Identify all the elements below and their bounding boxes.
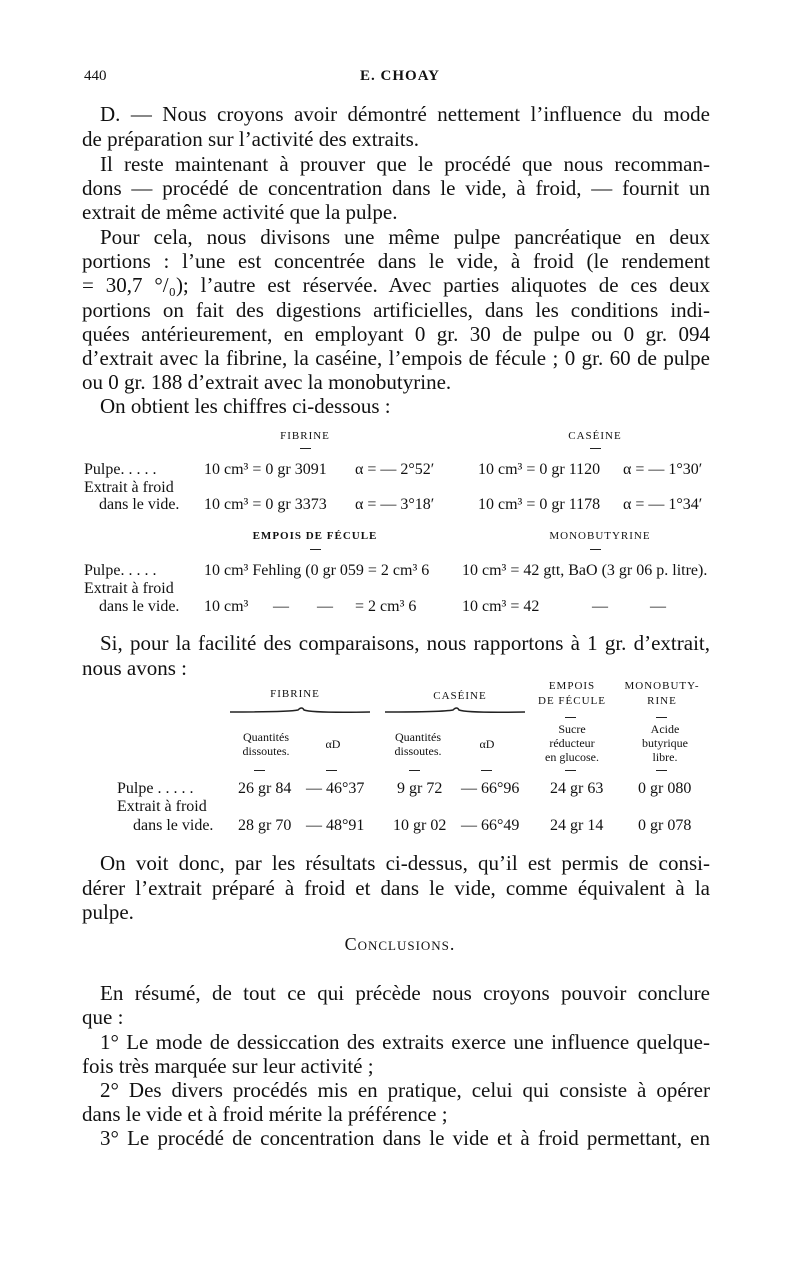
table1-cell: 10 cm³ — [204, 598, 249, 615]
table2-col-quantites: dissoutes. — [394, 744, 442, 758]
table2-col-quantites: dissoutes. — [242, 744, 290, 758]
table1-cell: α = — 2°52′ — [355, 461, 435, 478]
text-line: D. — Nous croyons avoir démontré nettement l’influence du mode — [100, 102, 710, 126]
table2-cell: 26 gr 84 — [238, 780, 292, 797]
text-line: quées antérieurement, en employant 0 gr. 30 de pulpe ou 0 gr. 094 — [82, 322, 710, 346]
table2-cell: 28 gr 70 — [238, 817, 292, 834]
table2-cell: 24 gr 14 — [550, 817, 604, 834]
text-line: 2° Des divers procédés mis en pratique, celui qui consiste à opérer — [100, 1078, 710, 1102]
table2-heading-fibrine: FIBRINE — [270, 688, 320, 700]
text-line: portions on fait des digestions artificielles, dans les conditions indi- — [82, 298, 710, 322]
divider — [656, 770, 667, 771]
divider — [409, 770, 420, 771]
text-line: ou 0 gr. 188 d’extrait avec la monobutyrine. — [82, 370, 452, 394]
text-line: 3° Le procédé de concentration dans le vide et à froid permettant, en — [100, 1126, 710, 1150]
table1-cell: 10 cm³ = 0 gr 1178 — [478, 496, 601, 513]
table2-col-alpha: αD — [325, 737, 341, 751]
table2-cell: 0 gr 080 — [638, 780, 692, 797]
table2-heading-mono: MONOBUTY- — [624, 680, 700, 692]
table2-col-acide: butyrique — [642, 736, 688, 750]
table2-col-quantites: Quantités — [395, 730, 441, 744]
table2-label-extrait: Extrait à froid — [117, 798, 207, 815]
table1-cell: 10 cm³ = 42 gtt, BaO (3 gr 06 p. litre). — [462, 562, 708, 579]
brace-fibrine — [230, 708, 370, 712]
text-line: pulpe. — [82, 900, 134, 924]
table2-heading-caseine: CASÉINE — [433, 690, 487, 702]
table1-cell: 10 cm³ = 0 gr 1120 — [478, 461, 601, 478]
text-line: 1° Le mode de dessiccation des extraits exerce une influence quelque- — [100, 1030, 710, 1054]
brace-caseine — [385, 708, 525, 712]
divider — [590, 448, 601, 449]
text-line: portions : l’une est concentrée dans le vide, à froid (le rendement — [82, 249, 710, 273]
table2-col-sucre: en glucose. — [545, 750, 599, 764]
text-line: d’extrait avec la fibrine, la caséine, l’empois de fécule ; 0 gr. 60 de pulpe — [82, 346, 710, 370]
table2-cell: 10 gr 02 — [393, 817, 447, 834]
table1-label-extrait: dans le vide. — [99, 496, 180, 513]
table1-cell: — — [273, 598, 289, 615]
table1-label-extrait: Extrait à froid — [84, 479, 174, 496]
table1-cell: — — [317, 598, 333, 615]
text-line: extrait de même activité que la pulpe. — [82, 200, 398, 224]
text-line: de préparation sur l’activité des extraits. — [82, 127, 420, 151]
table1-cell: α = — 3°18′ — [355, 496, 435, 513]
table2-heading-empois: EMPOIS — [548, 680, 596, 692]
table1-heading-fibrine: FIBRINE — [280, 430, 330, 442]
table2-col-sucre: réducteur — [549, 736, 595, 750]
table1-cell: α = — 1°34′ — [623, 496, 703, 513]
table2-cell: 24 gr 63 — [550, 780, 604, 797]
table1-cell: 10 cm³ Fehling (0 gr 059 = 2 cm³ 6 — [204, 562, 430, 579]
page-number: 440 — [84, 68, 107, 84]
table1-heading-monobutyrine: MONOBUTYRINE — [549, 530, 651, 542]
table2-col-acide: Acide — [650, 722, 680, 736]
text-line: que : — [82, 1005, 124, 1029]
table2-cell: 9 gr 72 — [397, 780, 443, 797]
text-line: Si, pour la facilité des comparaisons, nous rapportons à 1 gr. d’extrait, — [100, 631, 710, 655]
table2-cell: — 48°91 — [306, 817, 365, 834]
running-title: E. CHOAY — [360, 68, 440, 84]
divider — [310, 549, 321, 550]
divider — [565, 717, 576, 718]
divider — [254, 770, 265, 771]
text-line: Il reste maintenant à prouver que le procédé que nous recomman- — [100, 152, 710, 176]
table1-cell: 10 cm³ = 0 gr 3091 — [204, 461, 327, 478]
table2-col-acide: libre. — [652, 750, 678, 764]
text-line: Pour cela, nous divisons une même pulpe pancréatique en deux — [100, 225, 710, 249]
text-line: En résumé, de tout ce qui précède nous croyons pouvoir conclure — [100, 981, 710, 1005]
table2-cell: — 46°37 — [306, 780, 365, 797]
table2-label-extrait: dans le vide. — [133, 817, 214, 834]
text-line: On voit donc, par les résultats ci-dessus, qu’il est permis de consi- — [100, 851, 710, 875]
text-line: On obtient les chiffres ci-dessous : — [100, 394, 391, 418]
text-line: fois très marquée sur leur activité ; — [82, 1054, 374, 1078]
table1-cell: — — [650, 598, 666, 615]
text-line: = 30,7 °/₀); l’autre est réservée. Avec parties aliquotes de ces deux — [82, 273, 710, 297]
table1-cell: α = — 1°30′ — [623, 461, 703, 478]
table1-label-extrait: dans le vide. — [99, 598, 180, 615]
divider — [565, 770, 576, 771]
table2-col-quantites: Quantités — [243, 730, 289, 744]
divider — [590, 549, 601, 550]
brace-lines — [228, 700, 528, 720]
table1-heading-caseine: CASÉINE — [568, 430, 622, 442]
table2-heading-mono: RINE — [647, 695, 677, 707]
table1-cell: = 2 cm³ 6 — [355, 598, 417, 615]
divider — [656, 717, 667, 718]
text-line: dons — procédé de concentration dans le vide, à froid, — fournit un — [82, 176, 710, 200]
divider — [326, 770, 337, 771]
divider — [300, 448, 311, 449]
table1-label-pulpe: Pulpe. . . . . — [84, 562, 157, 579]
table1-cell: 10 cm³ = 42 — [462, 598, 540, 615]
section-heading-conclusions: Conclusions. — [344, 934, 456, 954]
text-line: dérer l’extrait préparé à froid et dans le vide, comme équivalent à la — [82, 876, 710, 900]
table1-label-extrait: Extrait à froid — [84, 580, 174, 597]
table2-cell: 0 gr 078 — [638, 817, 692, 834]
divider — [481, 770, 492, 771]
text-line: dans le vide et à froid mérite la préférence ; — [82, 1102, 448, 1126]
table2-cell: — 66°49 — [461, 817, 520, 834]
table2-col-sucre: Sucre — [558, 722, 586, 736]
table2-label-pulpe: Pulpe . . . . . — [117, 780, 194, 797]
table1-cell: — — [592, 598, 608, 615]
table2-cell: — 66°96 — [461, 780, 520, 797]
table2-heading-empois: DE FÉCULE — [538, 695, 606, 707]
text-line: nous avons : — [82, 656, 187, 680]
table1-heading-empois: EMPOIS DE FÉCULE — [252, 530, 378, 542]
table1-cell: 10 cm³ = 0 gr 3373 — [204, 496, 327, 513]
table1-label-pulpe: Pulpe. . . . . — [84, 461, 157, 478]
table2-col-alpha: αD — [479, 737, 495, 751]
